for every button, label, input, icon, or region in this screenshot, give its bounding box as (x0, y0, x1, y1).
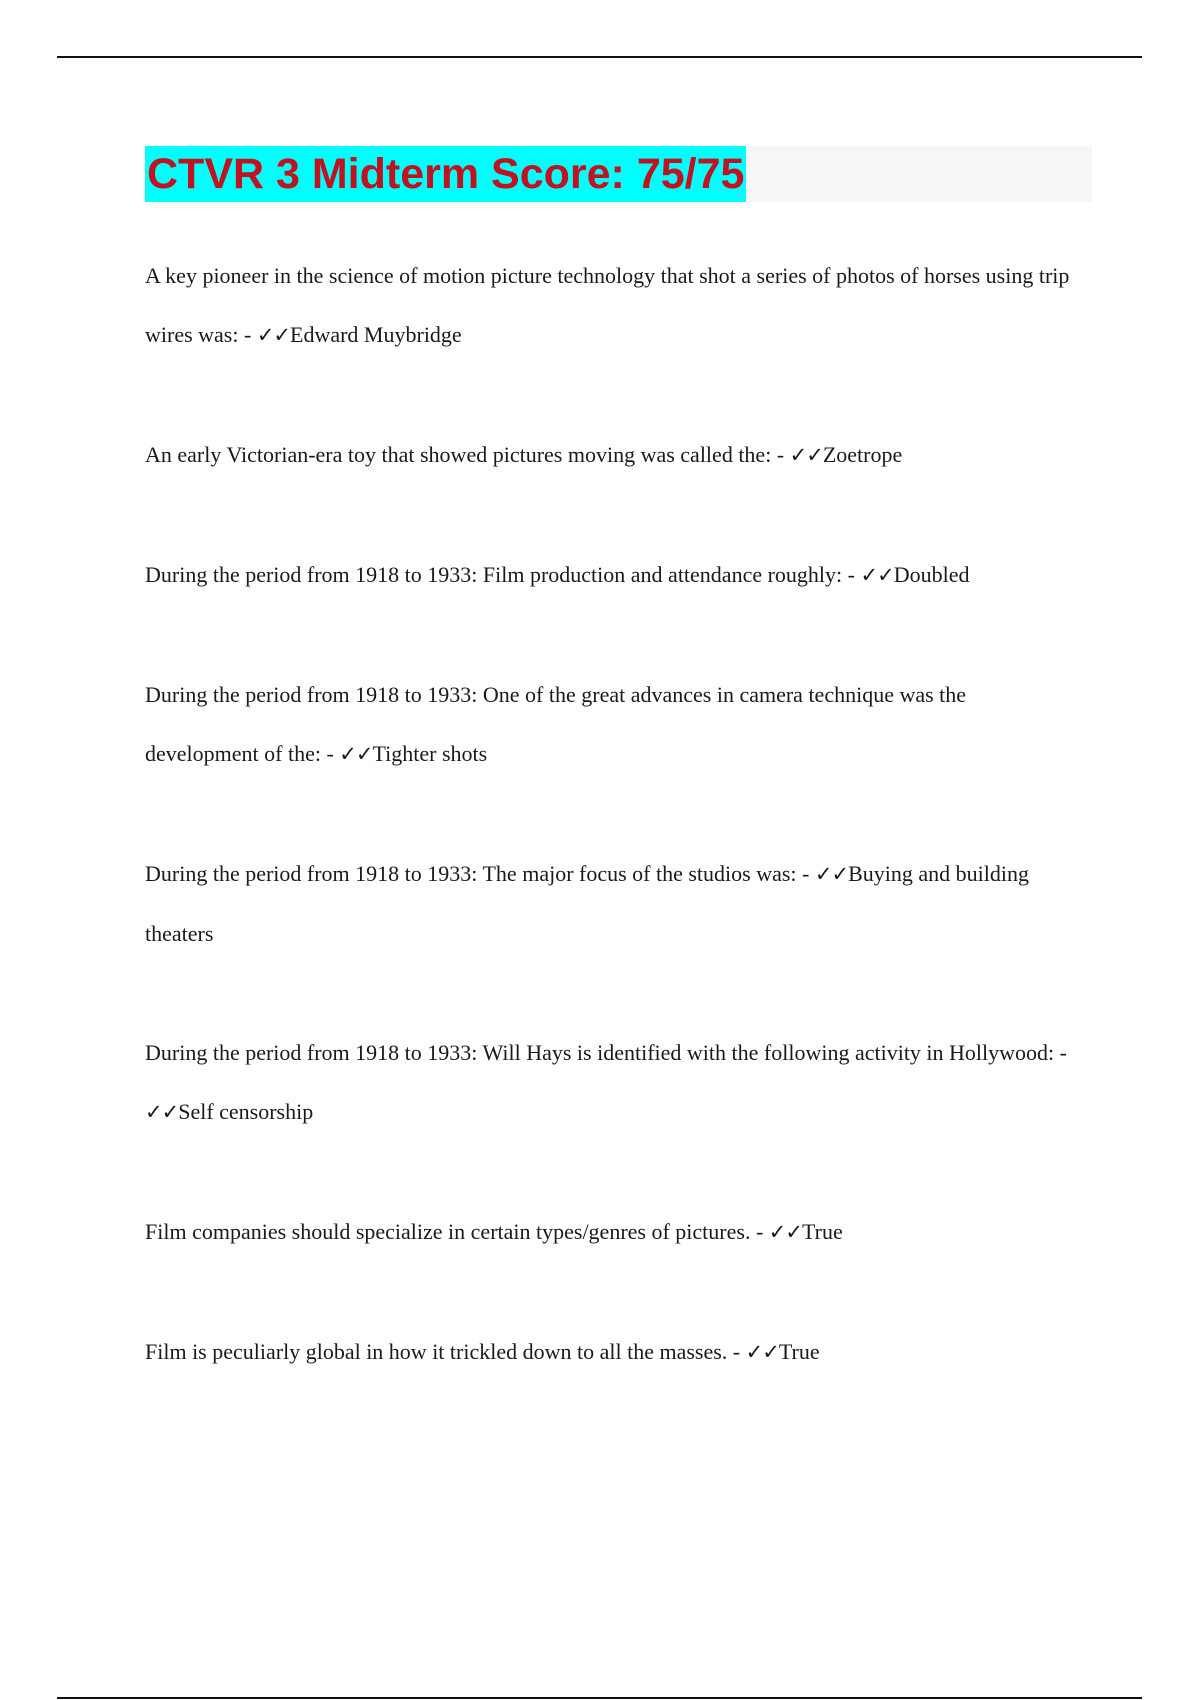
question-text: During the period from 1918 to 1933: The major focus of the studios was: - (145, 861, 815, 886)
qa-item (145, 425, 1085, 485)
qa-item (145, 1202, 1085, 1262)
answer-text: True (778, 1339, 820, 1364)
answer-text: Tighter shots (372, 741, 488, 766)
checkmark-icon: ✓✓ (145, 1100, 179, 1124)
answer-text: True (801, 1219, 843, 1244)
checkmark-icon: ✓✓ (814, 862, 849, 886)
question-text: An early Victorian-era toy that showed pictures moving was called the: - (145, 442, 790, 467)
checkmark-icon: ✓✓ (256, 323, 291, 347)
answer-text: Buying and building theaters (145, 861, 1029, 946)
question-text: Film is peculiarly global in how it trickled down to all the masses. - (145, 1339, 746, 1364)
top-divider (57, 56, 1142, 58)
question-text: During the period from 1918 to 1933: One of the great advances in camera technique was the development of the: - (145, 682, 967, 766)
answer-text: Edward Muybridge (290, 322, 462, 347)
answer-text: Zoetrope (822, 442, 903, 467)
qa-item (145, 1023, 1085, 1142)
qa-item (145, 545, 1085, 605)
page-title: CTVR 3 Midterm Score: 75/75 (145, 146, 746, 202)
question-text: During the period from 1918 to 1933: Film production and attendance roughly: - (145, 562, 861, 587)
question-list (145, 246, 1085, 1382)
question-text: A key pioneer in the science of motion picture technology that shot a series of photos of horses using trip wires was: - (145, 263, 1070, 347)
qa-item (145, 844, 1085, 963)
checkmark-icon: ✓✓ (789, 443, 823, 467)
qa-item (145, 1322, 1085, 1382)
checkmark-icon: ✓✓ (745, 1340, 779, 1364)
qa-item (145, 246, 1085, 365)
checkmark-icon: ✓✓ (768, 1220, 802, 1244)
bottom-divider (57, 1697, 1142, 1699)
question-text: During the period from 1918 to 1933: Will Hays is identified with the following activity in Hollywood: - (145, 1040, 1067, 1065)
answer-text: Doubled (893, 562, 970, 587)
checkmark-icon: ✓✓ (339, 742, 373, 766)
qa-item (145, 665, 1085, 784)
checkmark-icon: ✓✓ (860, 563, 894, 587)
answer-text: Self censorship (178, 1099, 314, 1124)
question-text: Film companies should specialize in certain types/genres of pictures. - (145, 1219, 769, 1244)
